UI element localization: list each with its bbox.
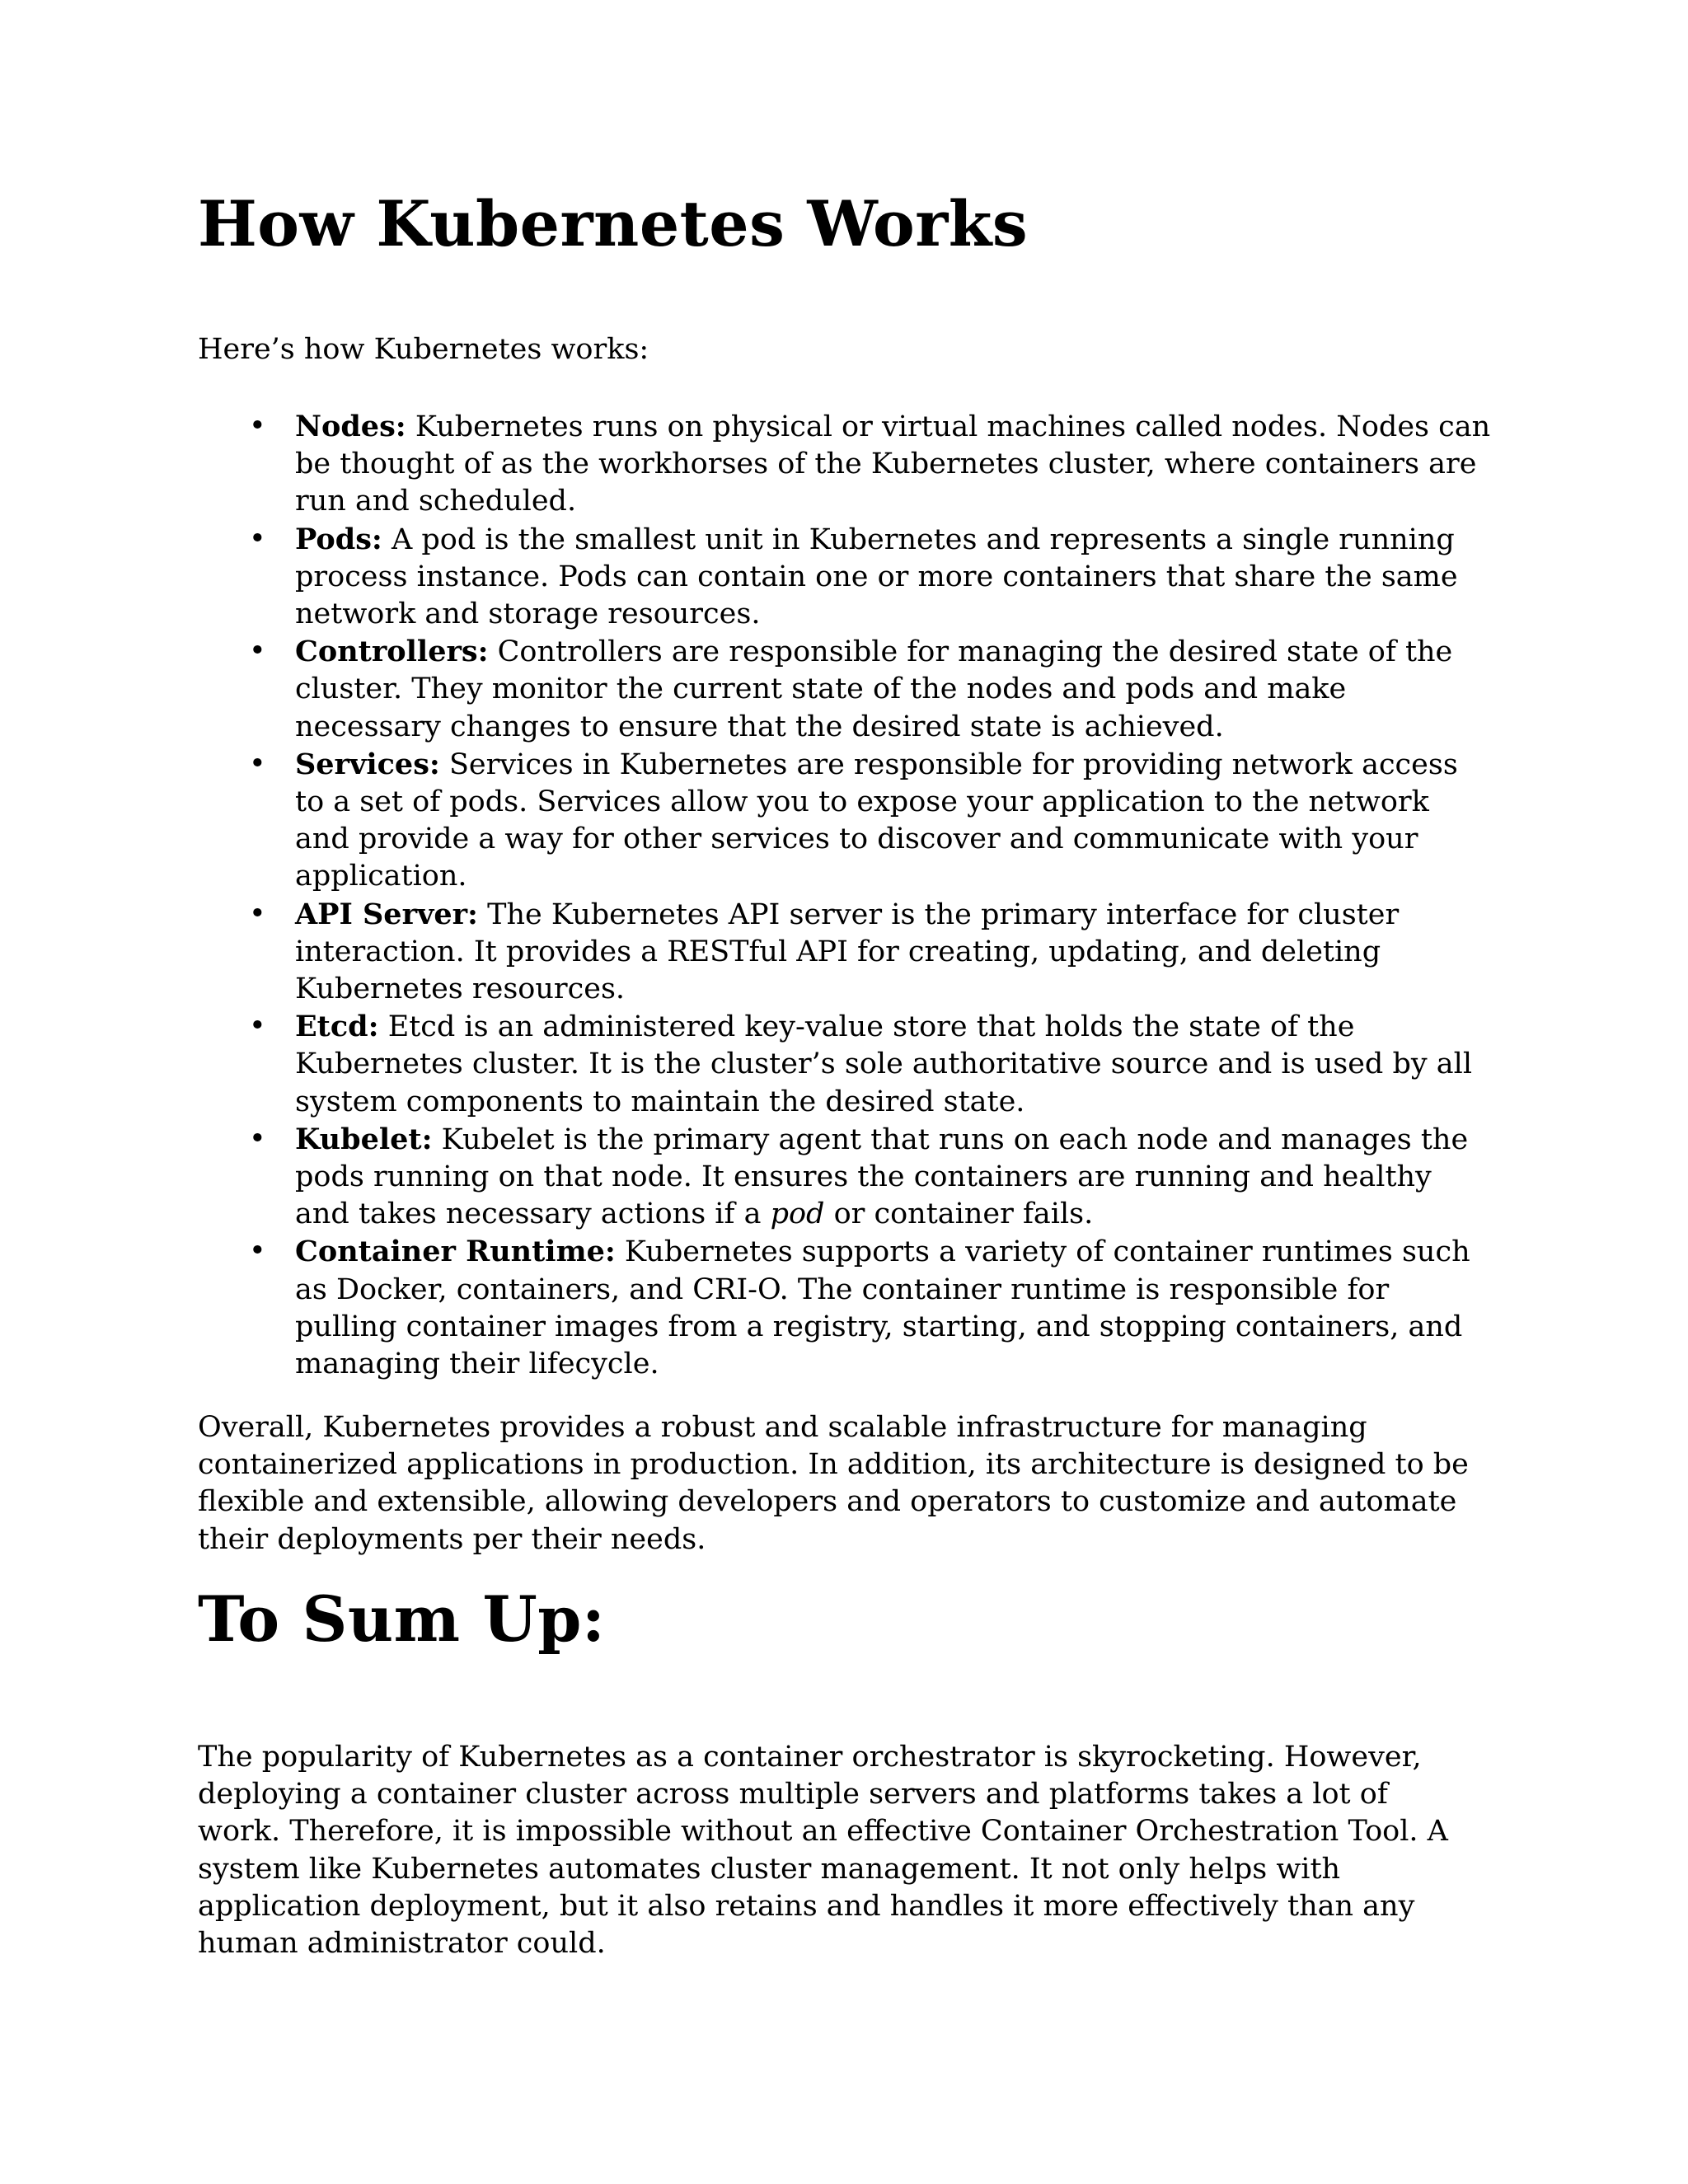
item-term: API Server: [295,897,478,931]
overall-paragraph: Overall, Kubernetes provides a robust and scalable infrastructure for managing containerized applications in production. In addition, its architecture is designed to be flexible and extensible, allowing developers and operators to customize and automate their deployments per their needs. [198,1411,1469,1556]
item-text: Etcd is an administered key-value store that holds the state of the Kubernetes cluster. It is the cluster’s sole authoritative source and is used by all system components to maintain the desired state. [295,1010,1473,1118]
list-item [198,408,1492,521]
item-term: Kubelet: [295,1122,433,1156]
bullet-icon: • [249,522,266,555]
bullet-icon: • [249,1122,266,1155]
bullet-icon: • [249,1010,266,1043]
item-text: Controllers are responsible for managing the desired state of the cluster. They monitor the current state of the nodes and pods and make necessary changes to ensure that the desired state is achieved. [295,635,1453,743]
components-list [198,408,1492,1383]
item-term: Container Runtime: [295,1235,616,1269]
list-item [198,521,1492,634]
heading-to-sum-up: To Sum Up: [198,1582,606,1656]
heading-how-kubernetes-works: How Kubernetes Works [198,187,1029,260]
bullet-icon: • [249,897,266,930]
list-item [198,1121,1492,1234]
summary-paragraph: The popularity of Kubernetes as a container orchestrator is skyrocketing. However, deploying a container cluster across multiple servers and platforms takes a lot of work. Therefore, it is impossible without an effective Container Orchestration Tool. A system like Kubernetes automates cluster management. It not only helps with application deployment, but it also retains and handles it more effectively than any human administrator could. [198,1741,1448,1961]
item-term: Pods: [295,522,382,556]
list-item [198,1233,1492,1383]
item-text-after: or container fails. [824,1197,1094,1231]
list-item [198,1008,1492,1121]
item-text: The Kubernetes API server is the primary interface for cluster interaction. It provides a RESTful API for creating, updating, and deleting Kubernetes resources. [295,898,1400,1006]
item-text: Kubernetes supports a variety of container runtimes such as Docker, containers, and CRI-O. The container runtime is responsible for pulling container images from a registry, starting, and stopping containers, and managing their lifecycle. [295,1235,1470,1381]
list-item [198,746,1492,896]
list-item [198,633,1492,746]
item-text: Kubernetes runs on physical or virtual machines called nodes. Nodes can be thought of as the workhorses of the Kubernetes cluster, where containers are run and scheduled. [295,410,1491,518]
item-term: Nodes: [295,410,406,443]
item-term: Services: [295,747,440,781]
item-term: Etcd: [295,1010,379,1044]
list-item [198,896,1492,1009]
item-text: Kubelet is the primary agent that runs on each node and manages the pods running on that node. It ensures the containers are running and healthy and takes necessary actions if a [295,1122,1469,1231]
item-text: A pod is the smallest unit in Kubernetes and represents a single running process instance. Pods can contain one or more containers that share the same network and storage resources. [295,523,1458,631]
item-text: Services in Kubernetes are responsible for providing network access to a set of pods. Services allow you to expose your application to the network and provide a way for other services to discover and communicate with your application. [295,748,1458,893]
bullet-icon: • [249,747,266,780]
bullet-icon: • [249,410,266,443]
bullet-icon: • [249,635,266,668]
item-term: Controllers: [295,635,489,669]
intro-paragraph: Here’s how Kubernetes works: [198,333,649,366]
bullet-icon: • [249,1235,266,1268]
item-emphasis: pod [770,1197,825,1231]
